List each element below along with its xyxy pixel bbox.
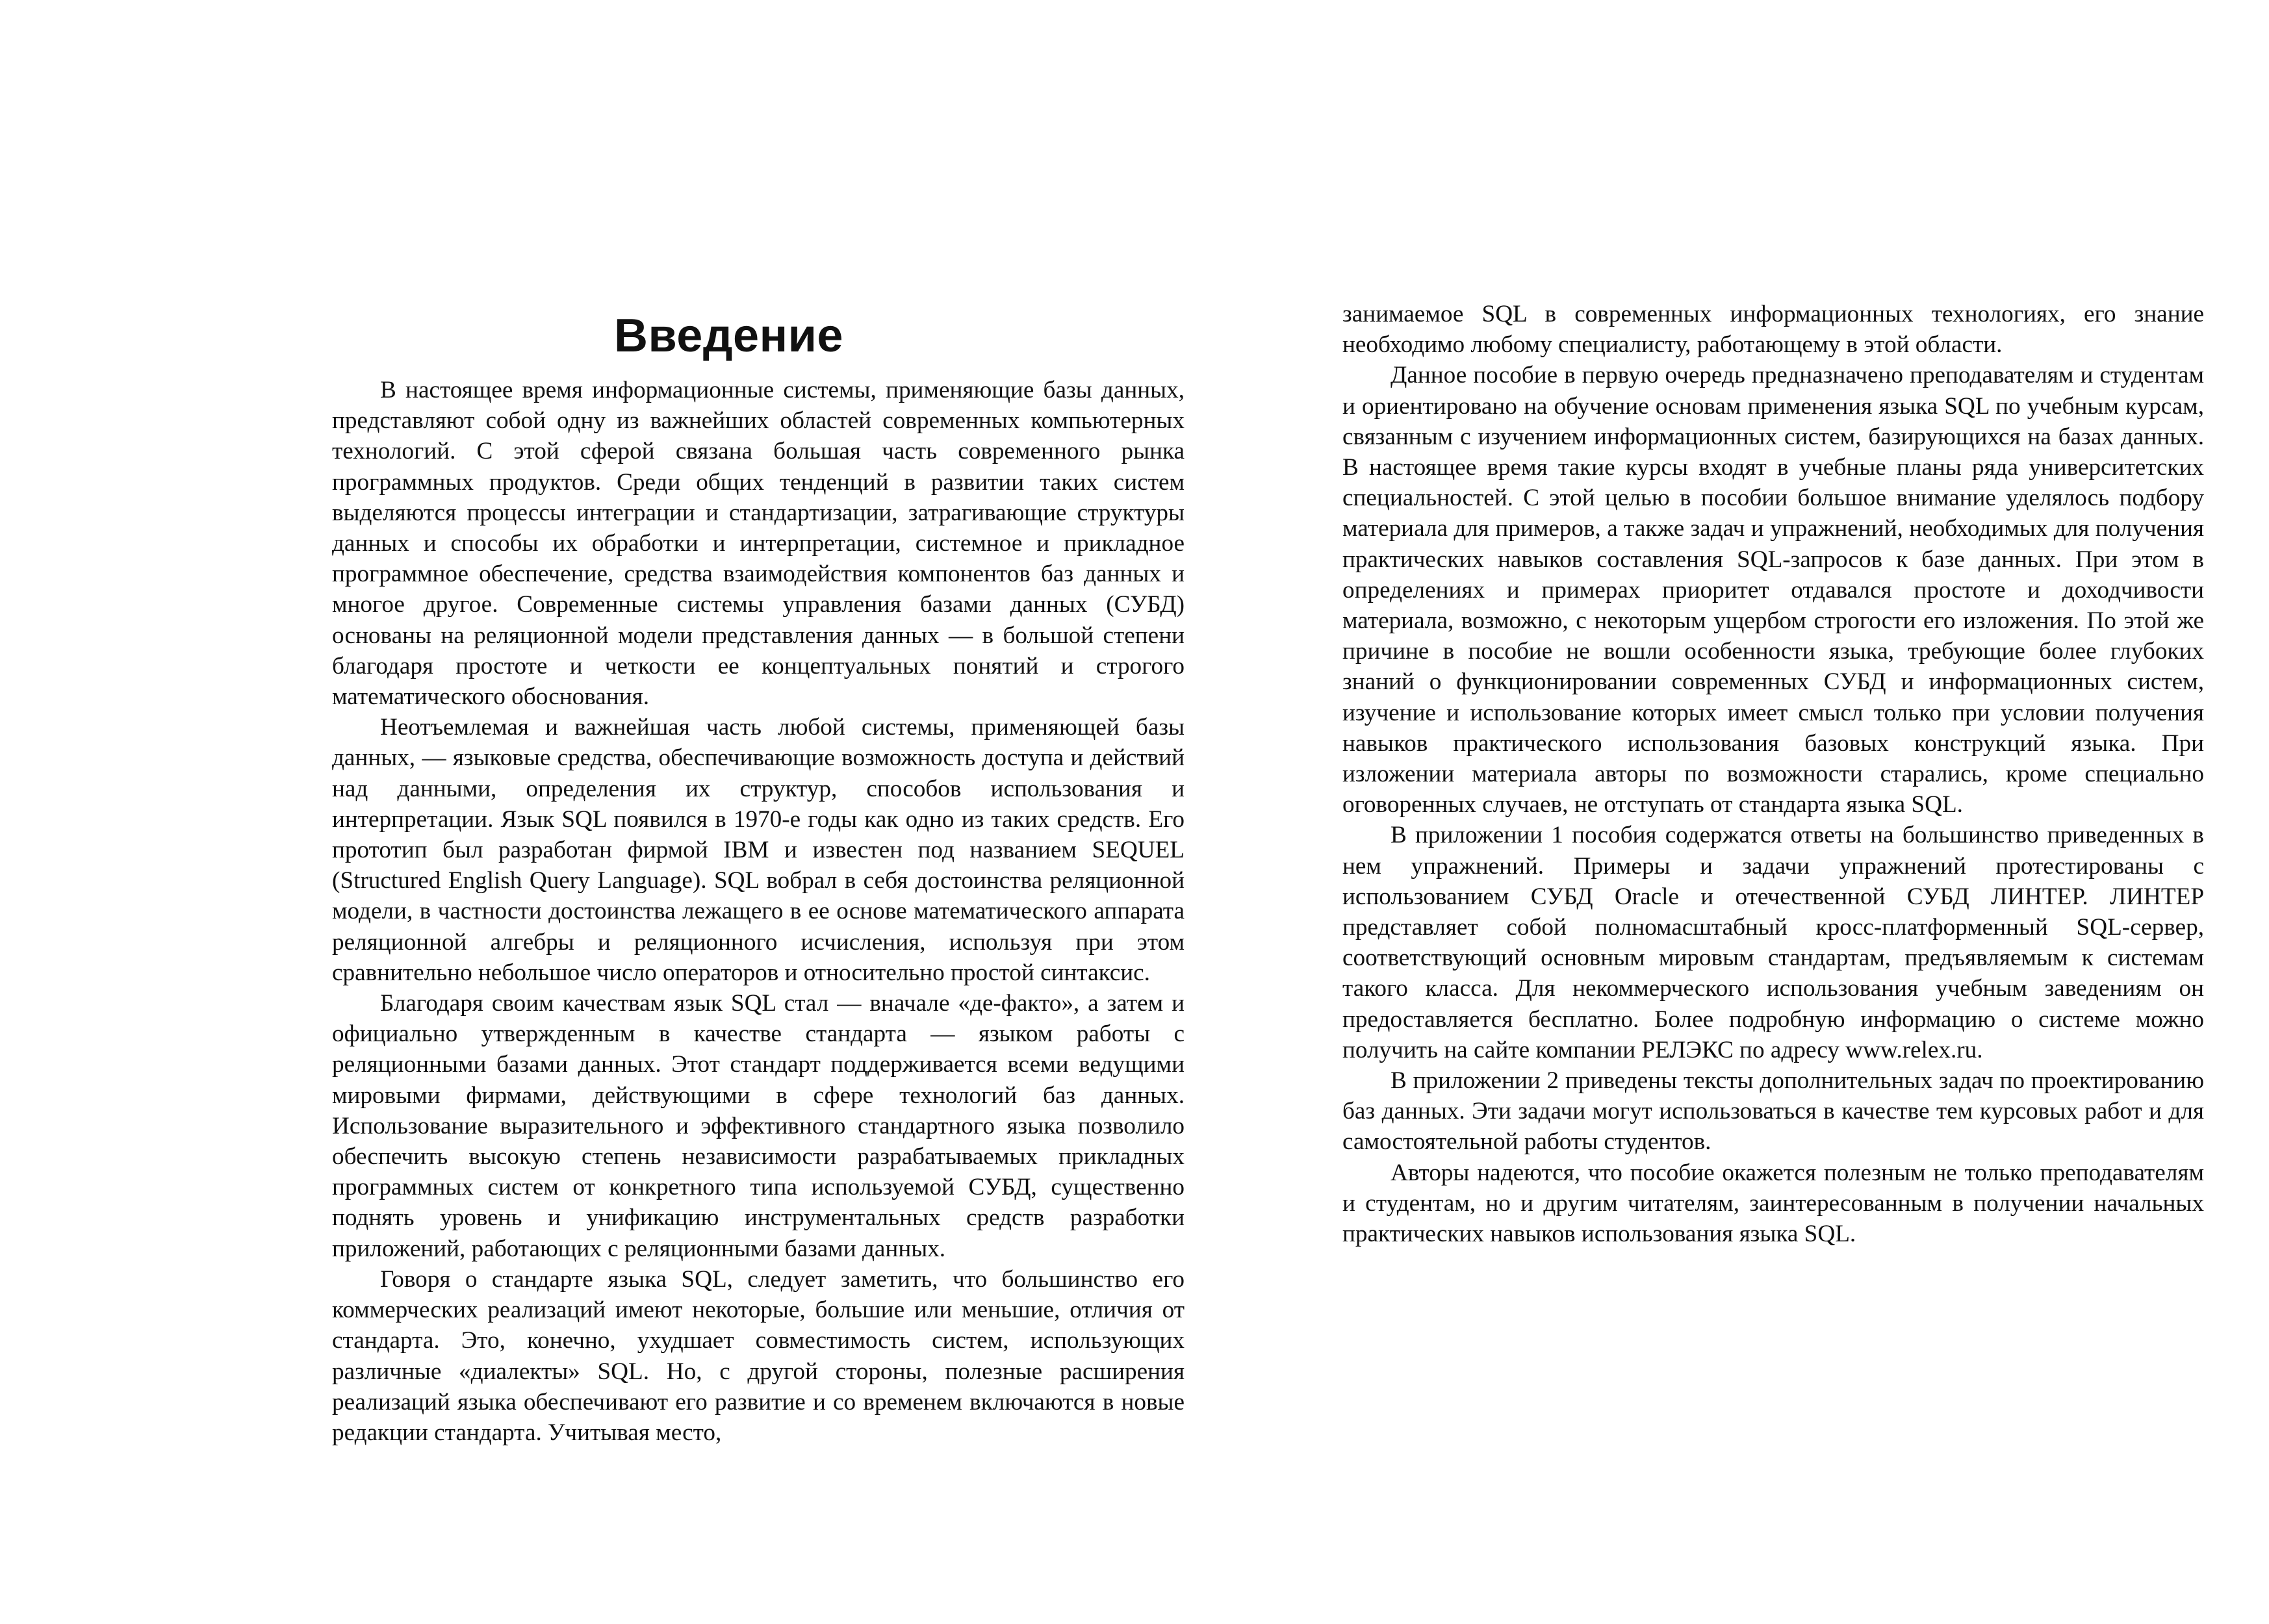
paragraph-continuation: занимаемое SQL в современных информационных технологиях, его знание необходимо любому специалисту, работающему в этой области. bbox=[1342, 301, 2204, 359]
chapter-title: Введение bbox=[614, 310, 843, 362]
paragraph: В приложении 1 пособия содержатся ответы на большинство приведенных в нем упражнений. Примеры и задачи упражнений протестированы с использованием СУБД Oracle и отечественной СУБД ЛИНТЕР. ЛИНТЕР представляет собой полномасштабный кросс-платформенный SQL-сервер, соответствующий основным мировым стандартам, предъявляемым к системам такого класса. Для некоммерческого использования учебным заведениям он предоставляется бесплатно. Более подробную информацию о системе можно получить на сайте компании РЕЛЭКС по адресу www.relex.ru. bbox=[1342, 822, 2204, 1063]
paragraph: Неотъемлемая и важнейшая часть любой системы, применяющей базы данных, — языковые средства, обеспечивающие возможность доступа и действий над данными, определения их структур, способов использования и интерпретации. Язык SQL появился в 1970-е годы как одно из таких средств. Его прототип был разработан фирмой IBM и известен под названием SEQUEL (Structured English Query Language). SQL вобрал в себя достоинства реляционной модели, в частности достоинства лежащего в ее основе математического аппарата реляционной алгебры и реляционного исчисления, используя при этом сравнительно небольшое число операторов и относительно простой синтаксис. bbox=[332, 714, 1185, 986]
right-text-column bbox=[1342, 299, 2204, 1249]
paragraph: Благодаря своим качествам язык SQL стал — вначале «де-факто», а затем и официально утвержденным в качестве стандарта — языком работы с реляционными базами данных. Этот стандарт поддерживается всеми ведущими мировыми фирмами, действующими в сфере технологий баз данных. Использование выразительного и эффективного стандартного языка позволило обеспечить высокую степень независимости разрабатываемых прикладных программных систем от конкретного типа используемой СУБД, существенно поднять уровень и унификацию инструментальных средств разработки приложений, работающих с реляционными базами данных. bbox=[332, 990, 1185, 1262]
paragraph: Говоря о стандарте языка SQL, следует заметить, что большинство его коммерческих реализаций имеют некоторые, большие или меньшие, отличия от стандарта. Это, конечно, ухудшает совместимость систем, использующих различные «диалекты» SQL. Но, с другой стороны, полезные расширения реализаций языка обеспечивают его развитие и со временем включаются в новые редакции стандарта. Учитывая место, bbox=[332, 1265, 1185, 1446]
paragraph: В приложении 2 приведены тексты дополнительных задач по проектированию баз данных. Эти задачи могут использоваться в качестве тем курсовых работ и для самостоятельной работы студентов. bbox=[1342, 1067, 2204, 1156]
right-page bbox=[1170, 0, 2269, 1624]
paragraph: В настоящее время информационные системы, применяющие базы данных, представляют собой одну из важнейших областей современных компьютерных технологий. С этой сферой связана большая часть современного рынка программных продуктов. Среди общих тенденций в развитии таких систем выделяются процессы интеграции и стандартизации, затрагивающие структуры данных и способы их обработки и интерпретации, системное и прикладное программное обеспечение, средства взаимодействия компонентов баз данных и многое другое. Современные системы управления базами данных (СУБД) основаны на реляционной модели представления данных — в большой степени благодаря простоте и четкости ее концептуальных понятий и строгого математического обоснования. bbox=[332, 377, 1185, 711]
left-text-column bbox=[332, 375, 1185, 1448]
paragraph: Авторы надеются, что пособие окажется полезным не только преподавателям и студентам, но и другим читателям, заинтересованным в получении начальных практических навыков использования языка SQL. bbox=[1342, 1159, 2204, 1248]
paragraph: Данное пособие в первую очередь предназначено преподавателям и студентам и ориентировано на обучение основам применения языка SQL по учебным курсам, связанным с изучением информационных систем, базирующихся на базах данных. В настоящее время такие курсы входят в учебные планы ряда университетских специальностей. С этой целью в пособии большое внимание уделялось подбору материала для примеров, а также задач и упражнений, необходимых для получения практических навыков составления SQL-запросов к базе данных. При этом в определениях и примерах приоритет отдавался простоте и доходчивости материала, возможно, с некоторым ущербом строгости его изложения. По этой же причине в пособие не вошли особенности языка, требующие более глубоких знаний о функционировании современных СУБД и информационных систем, изучение и использование которых имеет смысл только при условии получения навыков практического использования базовых конструкций языка. При изложении материала авторы по возможности старались, кроме специально оговоренных случаев, не отступать от стандарта языка SQL. bbox=[1342, 362, 2204, 818]
